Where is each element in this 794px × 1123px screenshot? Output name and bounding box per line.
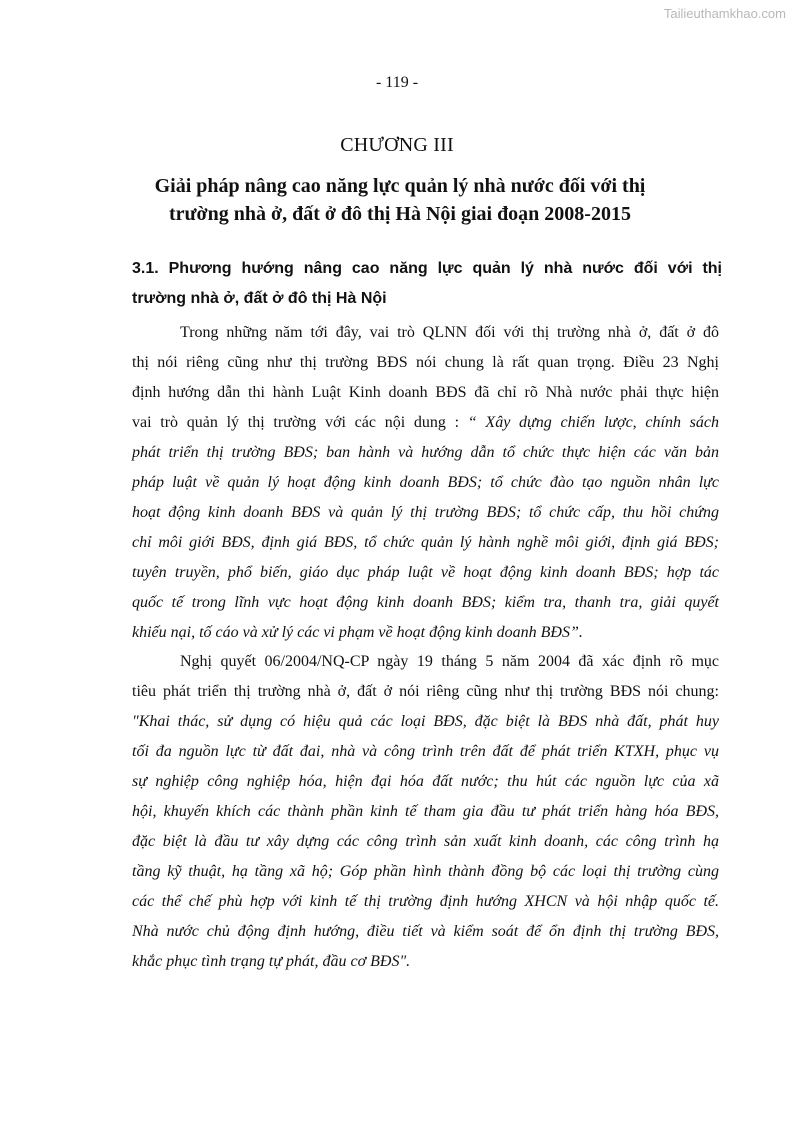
- quote-line: chỉ môi giới BĐS, định giá BĐS, tổ chức quản lý hành nghề môi giới, định giá BĐS;: [132, 534, 719, 551]
- quote-line: phát triển thị trường BĐS; ban hành và hướng dẫn tổ chức thực hiện các văn bản: [132, 444, 719, 461]
- quote-line: khắc phục tình trạng tự phát, đầu cơ BĐS".: [132, 953, 411, 970]
- quote-line: đặc biệt là đầu tư xây dựng các công trình sản xuất kinh doanh, các công trình hạ: [132, 833, 719, 850]
- quote-line: hội, khuyến khích các thành phần kinh tế tham gia đầu tư phát triển hàng hóa BĐS,: [132, 803, 719, 820]
- watermark-text: Tailieuthamkhao.com: [663, 6, 786, 21]
- paragraph-line: thị nói riêng cũng như thị trường BĐS nói chung là rất quan trọng. Điều 23 Nghị: [132, 354, 719, 371]
- section-heading-line: trường nhà ở, đất ở đô thị Hà Nội: [132, 290, 387, 307]
- quote-line: "Khai thác, sử dụng có hiệu quả các loại BĐS, đặc biệt là BĐS nhà đất, phát huy: [132, 713, 719, 730]
- page-number: - 119 -: [375, 74, 419, 91]
- chapter-title-line: trường nhà ở, đất ở đô thị Hà Nội giai đoạn 2008-2015: [169, 203, 631, 225]
- paragraph-line: định hướng dẫn thi hành Luật Kinh doanh BĐS đã chỉ rõ Nhà nước phải thực hiện: [132, 384, 719, 401]
- quote-line: các thể chế phù hợp với kinh tế thị trường định hướng XHCN và hội nhập quốc tế.: [132, 893, 719, 910]
- quote-line: Nhà nước chủ động định hướng, điều tiết và kiểm soát để ổn định thị trường BĐS,: [132, 923, 719, 940]
- paragraph-line: [132, 408, 719, 438]
- chapter-title-line: Giải pháp nâng cao năng lực quản lý nhà nước đối với thị: [154, 175, 646, 197]
- section-heading-line: 3.1. Phương hướng nâng cao năng lực quản lý nhà nước đối với thị: [132, 260, 722, 277]
- paragraph-lead-in: vai trò quản lý thị trường với các nội dung :: [132, 414, 468, 431]
- paragraph-line: Nghị quyết 06/2004/NQ-CP ngày 19 tháng 5 năm 2004 đã xác định rõ mục: [180, 653, 719, 670]
- paragraph-2: [132, 647, 719, 977]
- quote-line: tầng kỹ thuật, hạ tầng xã hộ; Góp phần hình thành đồng bộ các loại thị trường cùng: [132, 863, 719, 880]
- paragraph-1: [132, 318, 719, 648]
- quote-line: pháp luật về quản lý hoạt động kinh doanh BĐS; tổ chức đào tạo nguồn nhân lực: [132, 474, 719, 491]
- quote-line: hoạt động kinh doanh BĐS và quản lý thị trường BĐS; tổ chức cấp, thu hồi chứng: [132, 504, 719, 521]
- quote-line: khiếu nại, tố cáo và xử lý các vi phạm về hoạt động kinh doanh BĐS”.: [132, 624, 583, 641]
- paragraph-line: Trong những năm tới đây, vai trò QLNN đối với thị trường nhà ở, đất ở đô: [180, 324, 719, 341]
- quote-line: tối đa nguồn lực từ đất đai, nhà và công trình trên đất để phát triển KTXH, phục vụ: [132, 743, 719, 760]
- quote-line: tuyên truyền, phổ biến, giáo dục pháp luật về hoạt động kinh doanh BĐS; hợp tác: [132, 564, 719, 581]
- paragraph-line: tiêu phát triển thị trường nhà ở, đất ở nói riêng cũng như thị trường BĐS nói chung:: [132, 683, 719, 700]
- section-heading: [132, 254, 722, 314]
- quote-line: sự nghiệp công nghiệp hóa, hiện đại hóa đất nước; thu hút các nguồn lực của xã: [132, 773, 719, 790]
- chapter-title: [120, 172, 680, 228]
- chapter-heading: CHƯƠNG III: [340, 134, 454, 156]
- quote-start: “ Xây dựng chiến lược, chính sách: [467, 414, 720, 431]
- quote-line: quốc tế trong lĩnh vực hoạt động kinh doanh BĐS; kiểm tra, thanh tra, giải quyết: [132, 594, 719, 611]
